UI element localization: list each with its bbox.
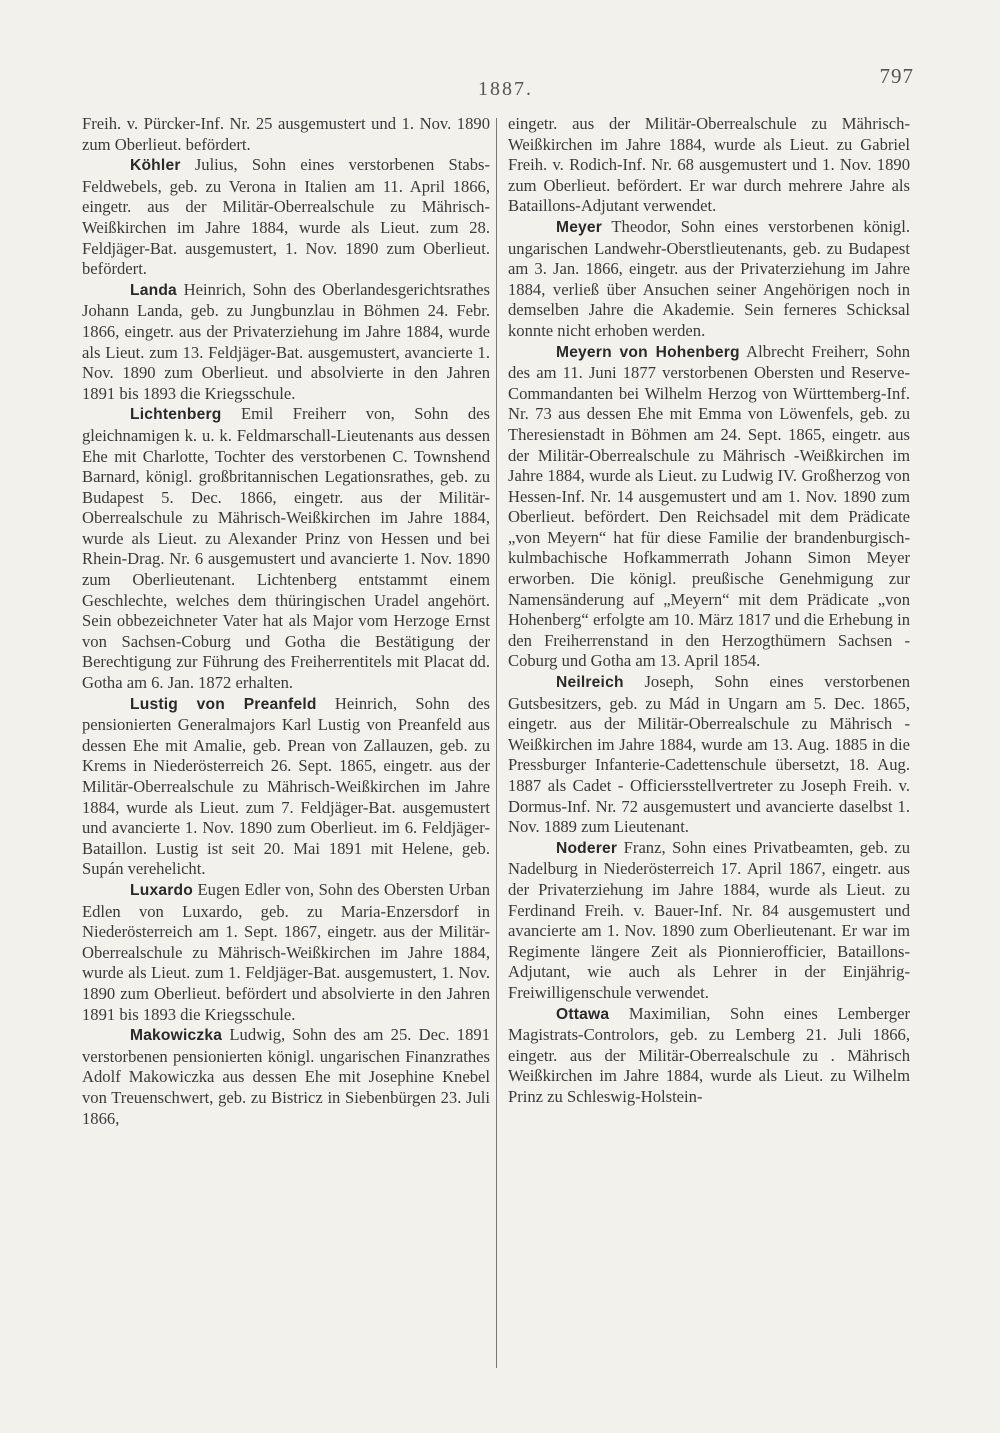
- entry-text: Julius, Sohn eines verstorbenen Stabs-Feldwebels, geb. zu Verona in Italien am 11. April 1866, eingetr. aus der Militär-Oberrealschule zu Mährisch-Weißkirchen im Jahre 1884, wurde als Lieut. zum 28. Feldjäger-Bat. ausgemustert, 1. Nov. 1890 zum Oberlieut. befördert.: [82, 155, 490, 279]
- entry: [508, 1004, 910, 1108]
- entry-text: Heinrich, Sohn des Oberlandesgerichtsrathes Johann Landa, geb. zu Jungbunzlau in Böhmen 24. Febr. 1866, eingetr. aus der Privaterziehung im Jahre 1884, wurde als Lieut. zum 13. Feldjäger-Bat. ausgemustert, avancierte 1. Nov. 1890 zum Oberlieut. und absolvierte in den Jahren 1891 bis 1893 die Kriegsschule.: [82, 279, 490, 403]
- entry-text: Eugen Edler von, Sohn des Obersten Urban Edlen von Luxardo, geb. zu Maria-Enzersdorf in Niederösterreich am 1. Sept. 1867, eingetr. aus der Militär-Oberrealschule zu Mährisch-Weißkirchen im Jahre 1884, wurde als Lieut. zum 1. Feldjäger-Bat. ausgemustert, 1. Nov. 1890 zum Oberlieut. befördert und absolvierte in den Jahren 1891 bis 1893 die Kriegsschule.: [82, 879, 490, 1024]
- entry-text: eingetr. aus der Militär-Oberrealschule zu Mährisch-Weißkirchen im Jahre 1884, wurde als Lieut. zu Gabriel Freih. v. Rodich-Inf. Nr. 68 ausgemustert und 1. Nov. 1890 zum Oberlieut. befördert. Er war durch mehrere Jahre als Bataillons-Adjutant verwendet.: [508, 114, 910, 216]
- entry-text: Joseph, Sohn eines verstorbenen Gutsbesitzers, geb. zu Mád in Ungarn am 5. Dec. 1865, eingetr. aus der Militär-Oberrealschule zu Mährisch -Weißkirchen im Jahre 1884, wurde am 13. Aug. 1885 in die Pressburger Infanterie-Cadettenschule übersetzt, 18. Aug. 1887 als Cadet - Officiersstellvertreter zu Joseph Freih. v. Dormus-Inf. Nr. 72 ausgemustert und avancierte daselbst 1. Nov. 1889 zum Lieutenant.: [508, 672, 910, 837]
- entry-name: Köhler: [130, 157, 181, 175]
- entry: [508, 114, 910, 217]
- entry: [82, 280, 490, 405]
- page-number: 797: [879, 64, 914, 88]
- entry: [82, 1025, 490, 1129]
- entry: [508, 217, 910, 342]
- entry-text: Franz, Sohn eines Privatbeamten, geb. zu Nadelburg in Niederösterreich 17. April 1867, eingetr. aus der Privaterziehung im Jahre 1884, wurde als Lieut. zu Ferdinand Freih. v. Bauer-Inf. Nr. 84 ausgemustert und avancierte am 1. Nov. 1890 zum Oberlieutenant. Er war im Regimente längere Zeit als Pionnierofficier, Bataillons-Adjutant, wie auch als Lehrer in der Einjährig-Freiwilligenschule verwendet.: [508, 837, 910, 1002]
- entry-name: Lustig von Preanfeld: [130, 695, 317, 713]
- entry-name: Meyer: [556, 218, 603, 236]
- entry-text: Heinrich, Sohn des pensionierten Generalmajors Karl Lustig von Preanfeld aus dessen Ehe mit Amalie, geb. Prean von Zallauzen, geb. zu Krems in Niederösterreich 26. Sept. 1865, eingetr. aus der Militär-Oberrealschule zu Mährisch-Weißkirchen im Jahre 1884, wurde als Lieut. zum 7. Feldjäger-Bat. ausgemustert und avancierte 1. Nov. 1890 zum Oberlieut. im 6. Feldjäger-Bataillon. Lustig ist seit 20. Mai 1891 mit Helene, geb. Supán verehelicht.: [82, 693, 490, 879]
- entry: [82, 155, 490, 280]
- entry-name: Meyern von Hohenberg: [556, 343, 740, 361]
- entry-text: Albrecht Freiherr, Sohn des am 11. Juni 1877 verstorbenen Obersten und Reserve-Commandanten bei Wilhelm Herzog von Württemberg-Inf. Nr. 73 aus dessen Ehe mit Emma von Löwenfels, geb. zu Theresienstadt in Böhmen am 24. Sept. 1865, eingetr. aus der Militär-Oberrealschule zu Mährisch -Weißkirchen im Jahre 1884, wurde als Lieut. zu Ludwig IV. Großherzog von Hessen-Inf. Nr. 14 ausgemustert und am 1. Nov. 1890 zum Oberlieut. befördert. Den Reichsadel mit dem Prädicate „von Meyern“ hat für diese Familie der brandenburgisch-kulmbachische Hofkammerrath Johann Simon Meyer erworben. Die königl. preußische Genehmigung zur Namensänderung auf „Meyern“ mit dem Prädicate „von Hohenberg“ erfolgte am 10. März 1817 und die Erhebung in den Freiherrenstand in den Herzogthümern Sachsen - Coburg und Gotha am 13. April 1854.: [508, 341, 910, 671]
- entry-name: Landa: [130, 281, 177, 299]
- entry: [82, 114, 490, 155]
- entry-text: Theodor, Sohn eines verstorbenen königl. ungarischen Landwehr-Oberstlieutenants, geb. zu Budapest am 3. Jan. 1866, eingetr. aus der Privaterziehung im Jahre 1884, verließ über Ansuchen seiner Angehörigen noch in demselben Jahre die Akademie. Sein ferneres Schicksal konnte nicht erhoben werden.: [508, 216, 910, 340]
- entry-name: Neilreich: [556, 674, 624, 692]
- entry-text: Ludwig, Sohn des am 25. Dec. 1891 verstorbenen pensionierten königl. ungarischen Finanzrathes Adolf Makowiczka aus dessen Ehe mit Josephine Knebel von Treuenschwert, geb. zu Bistricz in Siebenbürgen 23. Juli 1866,: [82, 1025, 490, 1128]
- entry-name: Lichtenberg: [130, 406, 222, 424]
- entry-text: Emil Freiherr von, Sohn des gleichnamigen k. u. k. Feldmarschall-Lieutenants aus dessen Ehe mit Charlotte, Tochter des verstorbenen C. Townshend Barnard, königl. großbritannischen Legationsrathes, geb. zu Budapest 5. Dec. 1866, eingetr. aus der Militär-Oberrealschule zu Mährisch-Weißkirchen im Jahre 1884, wurde als Lieut. zu Alexander Prinz von Hessen und bei Rhein-Drag. Nr. 6 ausgemustert und avancierte 1. Nov. 1890 zum Oberlieutenant. Lichtenberg entstammt einem Geschlechte, welches dem thüringischen Uradel angehört. Sein obbezeichneter Vater hat als Major vom Herzoge Ernst von Sachsen-Coburg und Gotha die Bestätigung der Berechtigung zur Führung des Freiherrentitels mit Placat dd. Gotha am 6. Jan. 1872 erhalten.: [82, 404, 490, 693]
- entry-name: Ottawa: [556, 1005, 610, 1023]
- entry: [508, 672, 910, 838]
- entry-name: Luxardo: [130, 881, 193, 899]
- left-column: [82, 114, 490, 1129]
- right-column: [508, 114, 910, 1108]
- entry: [508, 342, 910, 673]
- entry-text: Freih. v. Pürcker-Inf. Nr. 25 ausgemustert und 1. Nov. 1890 zum Oberlieut. befördert.: [82, 114, 490, 154]
- entry: [82, 880, 490, 1025]
- entry-text: Maximilian, Sohn eines Lemberger Magistrats-Controlors, geb. zu Lemberg 21. Juli 1866, eingetr. aus der Militär-Oberrealschule zu . Mährisch Weißkirchen im Jahre 1884, wurde als Lieut. zu Wilhelm Prinz zu Schleswig-Holstein-: [508, 1003, 910, 1106]
- page-year: 1887.: [478, 78, 533, 100]
- entry-name: Makowiczka: [130, 1027, 223, 1045]
- column-divider: [496, 118, 497, 1368]
- page-header: [0, 64, 1000, 106]
- entry: [508, 838, 910, 1004]
- entry: [82, 404, 490, 693]
- entry: [82, 694, 490, 880]
- entry-name: Noderer: [556, 839, 618, 857]
